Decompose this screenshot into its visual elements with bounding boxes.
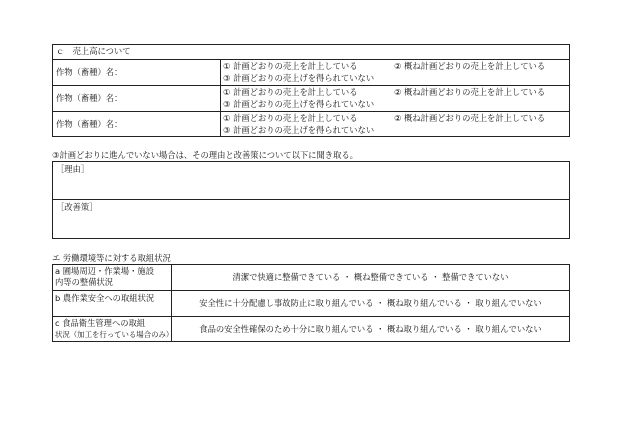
crop-name-label: 作物（畜種）名： [56,119,123,129]
labor-row-label: 内等の整備状況 [55,277,114,287]
labor-row-label: b 農作業安全への取組状況 [55,293,155,303]
labor-row-label: c 食品衛生管理への取組 [55,318,146,328]
labor-row-options[interactable]: 食品の安全性確保のため十分に取り組んでいる ・ 概ね取り組んでいる ・ 取り組んでいない [199,323,542,334]
sales-option-2[interactable]: ② 概ね計画どおりの売上を計上している [394,61,546,71]
improvement-label: ［改善策］ [56,202,98,212]
divider [220,59,221,137]
divider [52,199,570,200]
sales-option-2[interactable]: ② 概ね計画どおりの売上を計上している [394,87,546,97]
sales-section-title: ｃ 売上高について [56,46,131,56]
labor-row-options[interactable]: 安全性に十分配慮し事故防止に取り組んでいる ・ 概ね取り組んでいる ・ 取り組んでいない [199,297,542,308]
sales-option-3[interactable]: ③ 計画どおりの売上げを得られていない [223,73,375,83]
labor-row-options[interactable]: 清潔で快適に整備できている ・ 概ね整備できている ・ 整備できていない [232,271,509,282]
crop-name-label: 作物（畜種）名： [56,67,123,77]
crop-name-label: 作物（畜種）名： [56,93,123,103]
reason-instruction: ③計画どおりに進んでいない場合は、その理由と改善策について以下に聞き取る。 [52,150,358,160]
sales-option-1[interactable]: ① 計画どおりの売上を計上している [223,113,358,123]
divider [52,85,570,86]
sales-option-1[interactable]: ① 計画どおりの売上を計上している [223,61,358,71]
reason-label: ［理由］ [56,164,90,174]
divider [52,59,570,60]
labor-section-title: エ 労働環境等に対する取組状況 [52,253,171,263]
sales-option-1[interactable]: ① 計画どおりの売上を計上している [223,87,358,97]
reason-box[interactable] [52,161,570,239]
labor-row-label: a 圃場周辺・作業場・施設 [55,266,154,276]
sales-option-2[interactable]: ② 概ね計画どおりの売上を計上している [394,113,546,123]
labor-row-label: 状況（加工を行っている場合のみ） [55,330,174,339]
sales-option-3[interactable]: ③ 計画どおりの売上げを得られていない [223,125,375,135]
sales-option-3[interactable]: ③ 計画どおりの売上げを得られていない [223,99,375,109]
divider [52,111,570,112]
